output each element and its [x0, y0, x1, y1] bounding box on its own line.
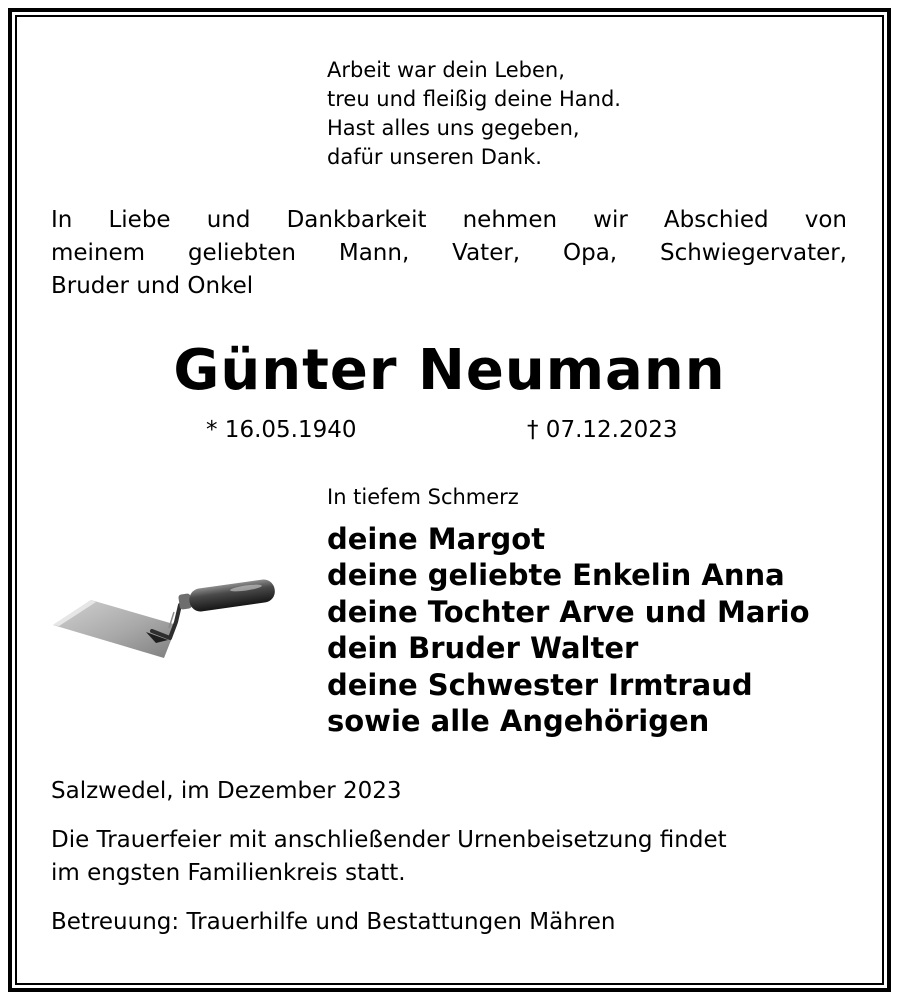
place-and-date: Salzwedel, im Dezember 2023: [51, 778, 402, 804]
farewell-line: In Liebe und Dankbarkeit nehmen wir Abschied von: [51, 207, 847, 233]
poem-line: treu und fleißig deine Hand.: [327, 87, 621, 111]
ceremony-notice: [51, 824, 851, 890]
mourners-list: [327, 521, 867, 739]
poem-line: Arbeit war dein Leben,: [327, 58, 565, 82]
funeral-home-credit: Betreuung: Trauerhilfe und Bestattungen Mähren: [51, 909, 616, 935]
mourner-name: deine Schwester Irmtraud: [327, 667, 753, 702]
mourner-name: deine Tochter Arve und Mario: [327, 594, 810, 629]
ceremony-line: Die Trauerfeier mit anschließender Urnenbeisetzung findet: [51, 827, 727, 853]
mourner-name: deine geliebte Enkelin Anna: [327, 558, 785, 593]
mourner-name: dein Bruder Walter: [327, 631, 639, 666]
farewell-line: Bruder und Onkel: [51, 273, 254, 299]
mourners-intro: In tiefem Schmerz: [327, 485, 519, 509]
ceremony-line: im engsten Familienkreis statt.: [51, 860, 406, 886]
deceased-name: Günter Neumann: [173, 338, 726, 403]
trowel-icon: [48, 572, 282, 668]
mourner-name: sowie alle Angehörigen: [327, 704, 710, 739]
mourner-name: deine Margot: [327, 522, 546, 556]
death-date: † 07.12.2023: [527, 417, 678, 443]
farewell-text: [51, 204, 847, 303]
poem: [327, 56, 747, 172]
poem-line: dafür unseren Dank.: [327, 145, 542, 169]
birth-date: * 16.05.1940: [206, 417, 357, 443]
poem-line: Hast alles uns gegeben,: [327, 116, 580, 140]
farewell-line: meinem geliebten Mann, Vater, Opa, Schwiegervater,: [51, 240, 847, 266]
